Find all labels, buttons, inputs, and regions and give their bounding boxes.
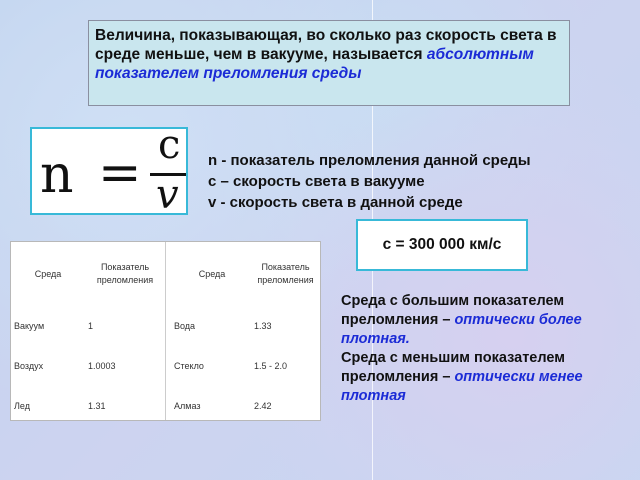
table-cell: Вода <box>174 321 196 331</box>
formula-equals: = <box>98 143 142 203</box>
table-cell: Вакуум <box>14 321 45 331</box>
note-accent: оптически менее плотная <box>341 369 583 404</box>
note-less-dense <box>341 349 611 406</box>
note-text: Среда с большим показателем преломления – <box>341 293 565 328</box>
note-text: Среда с меньшим показателем преломления – <box>341 350 565 385</box>
formula-legend <box>208 150 531 213</box>
table-cell: Алмаз <box>174 401 201 411</box>
table-row <box>11 306 320 346</box>
definition-box <box>88 20 570 106</box>
refraction-table <box>10 241 321 421</box>
table-cell: 1.33 <box>254 321 272 331</box>
definition-text: Величина, показывающая, во сколько раз скорость света в среде меньше, чем в вакууме, называется <box>95 27 557 63</box>
table-cell: 1 <box>85 306 166 346</box>
density-note <box>341 292 611 406</box>
table-header: Показатель преломления <box>257 262 314 285</box>
table-cell: Стекло <box>174 361 204 371</box>
note-accent: оптически более плотная. <box>341 312 582 347</box>
refraction-formula <box>30 122 188 218</box>
formula-n: n <box>40 145 74 205</box>
legend-line: с – скорость света в вакууме <box>208 173 425 190</box>
table-header: Среда <box>198 268 226 279</box>
table-cell: 1.0003 <box>85 346 166 386</box>
table-cell: Лед <box>14 401 30 411</box>
legend-line: n - показатель преломления данной среды <box>208 152 531 169</box>
speed-of-light-text: с = 300 000 км/с <box>382 236 502 253</box>
table-cell: 2.42 <box>254 401 272 411</box>
formula-numerator: c <box>158 122 181 168</box>
table-row <box>11 346 320 386</box>
table-header: Среда <box>34 268 62 279</box>
note-more-dense <box>341 292 611 349</box>
definition-term: абсолютным показателем преломления среды <box>95 46 534 82</box>
table-header: Показатель преломления <box>85 242 166 306</box>
table-cell: 1.5 - 2.0 <box>254 361 288 371</box>
formula-denominator: v <box>156 172 179 218</box>
table-row <box>11 386 320 421</box>
table-cell: 1.31 <box>85 386 166 421</box>
legend-line: v - скорость света в данной среде <box>208 194 463 211</box>
table-header-row <box>11 242 320 306</box>
table-cell: Воздух <box>14 361 44 371</box>
speed-of-light-box <box>356 219 528 271</box>
